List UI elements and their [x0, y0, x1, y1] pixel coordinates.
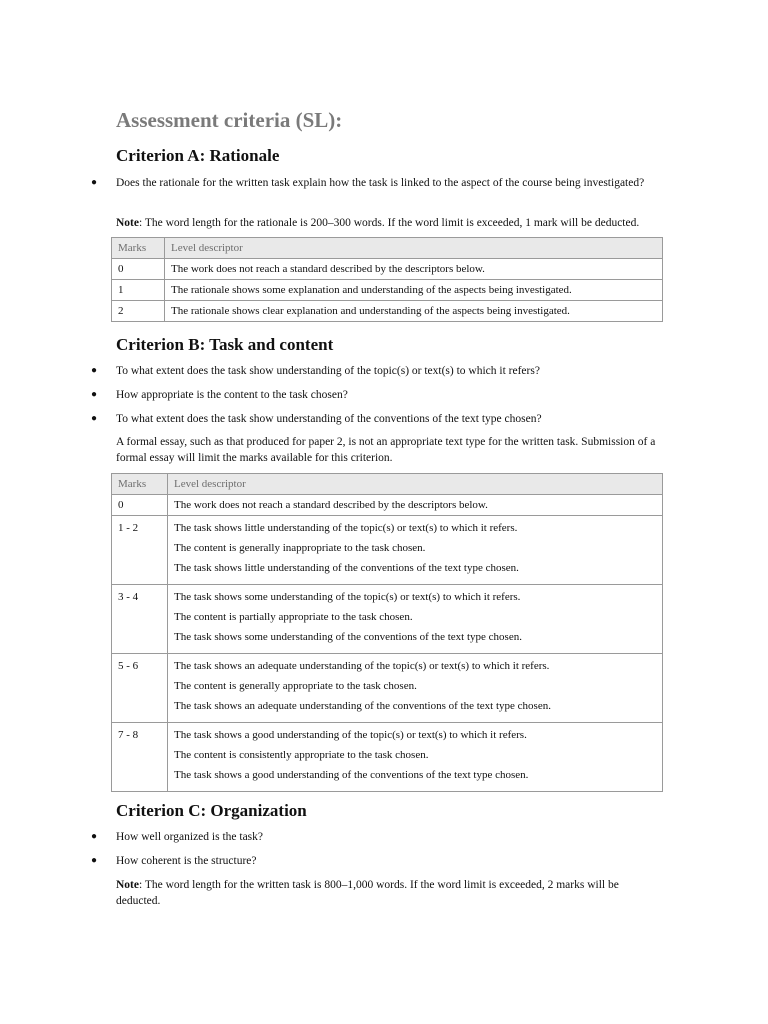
table-row — [112, 495, 663, 516]
marks-cell: 1 — [112, 280, 165, 301]
criterion-c-note — [116, 877, 664, 909]
marks-cell: 1 - 2 — [112, 516, 168, 585]
marks-cell: 0 — [112, 259, 165, 280]
note-text: : The word length for the written task is 800–1,000 words. If the word limit is exceeded, 2 marks will be deducted. — [116, 879, 619, 907]
table-row — [112, 301, 663, 322]
marks-cell: 0 — [112, 495, 168, 516]
bullet-text: To what extent does the task show understanding of the conventions of the text type chosen? — [116, 413, 542, 425]
table-row — [112, 259, 663, 280]
table-row — [112, 723, 663, 792]
criterion-b-paragraph: A formal essay, such as that produced for paper 2, is not an appropriate text type for the written task. Submission of a formal essay will limit the marks available for this criterion. — [116, 436, 656, 464]
descriptor-line: The content is generally inappropriate to the task chosen. — [174, 542, 426, 554]
bullet-text: How coherent is the structure? — [116, 855, 257, 867]
descriptor-cell: The rationale shows clear explanation and understanding of the aspects being investigated. — [165, 301, 663, 322]
criterion-a-table — [111, 237, 663, 322]
descriptor-cell — [168, 723, 663, 792]
descriptor-line: The task shows some understanding of the conventions of the text type chosen. — [174, 631, 522, 643]
descriptor-line: The task shows a good understanding of the conventions of the text type chosen. — [174, 769, 529, 781]
table-header-row — [112, 474, 663, 495]
bullet-text: How appropriate is the content to the task chosen? — [116, 389, 348, 401]
criterion-a-heading: Criterion A: Rationale — [116, 146, 280, 165]
table-row — [112, 654, 663, 723]
criterion-b-table — [111, 473, 663, 792]
bullet-icon: ● — [91, 413, 98, 424]
descriptor-line: The content is partially appropriate to the task chosen. — [174, 611, 413, 623]
marks-header: Marks — [112, 474, 168, 495]
criterion-b-bullet — [91, 387, 664, 403]
table-row — [112, 585, 663, 654]
bullet-icon: ● — [91, 831, 98, 842]
descriptor-line: The task shows some understanding of the topic(s) or text(s) to which it refers. — [174, 591, 521, 603]
criterion-c-bullet — [91, 829, 664, 845]
note-label: Note — [116, 879, 139, 891]
page-title: Assessment criteria (SL): — [116, 108, 343, 132]
marks-cell: 5 - 6 — [112, 654, 168, 723]
criterion-b-heading: Criterion B: Task and content — [116, 335, 334, 354]
descriptor-header: Level descriptor — [165, 238, 663, 259]
criterion-c-heading: Criterion C: Organization — [116, 801, 307, 820]
table-row — [112, 516, 663, 585]
descriptor-cell: The work does not reach a standard described by the descriptors below. — [165, 259, 663, 280]
descriptor-cell — [168, 654, 663, 723]
bullet-icon: ● — [91, 855, 98, 866]
bullet-text: To what extent does the task show understanding of the topic(s) or text(s) to which it refers? — [116, 365, 540, 377]
note-text: : The word length for the rationale is 200–300 words. If the word limit is exceeded, 1 mark will be deducted. — [139, 217, 640, 229]
descriptor-line: The task shows an adequate understanding of the conventions of the text type chosen. — [174, 700, 551, 712]
descriptor-cell — [168, 585, 663, 654]
criterion-a-note — [116, 215, 664, 231]
table-header-row — [112, 238, 663, 259]
descriptor-line: The content is consistently appropriate to the task chosen. — [174, 749, 429, 761]
note-label: Note — [116, 217, 139, 229]
marks-cell: 3 - 4 — [112, 585, 168, 654]
marks-header: Marks — [112, 238, 165, 259]
marks-cell: 2 — [112, 301, 165, 322]
descriptor-cell: The work does not reach a standard described by the descriptors below. — [168, 495, 663, 516]
bullet-icon: ● — [91, 365, 98, 376]
criterion-c-bullet — [91, 853, 664, 869]
bullet-text: How well organized is the task? — [116, 831, 264, 843]
descriptor-line: The task shows a good understanding of the topic(s) or text(s) to which it refers. — [174, 729, 527, 741]
criterion-b-bullet — [91, 363, 664, 379]
descriptor-line: The task shows little understanding of the conventions of the text type chosen. — [174, 562, 519, 574]
descriptor-line: The task shows little understanding of the topic(s) or text(s) to which it refers. — [174, 522, 518, 534]
descriptor-line: The task shows an adequate understanding of the topic(s) or text(s) to which it refers. — [174, 660, 550, 672]
bullet-text: Does the rationale for the written task explain how the task is linked to the aspect of the course being investigated? — [116, 177, 645, 189]
descriptor-cell — [168, 516, 663, 585]
descriptor-header: Level descriptor — [168, 474, 663, 495]
bullet-icon: ● — [91, 389, 98, 400]
descriptor-cell: The rationale shows some explanation and understanding of the aspects being investigated. — [165, 280, 663, 301]
marks-cell: 7 - 8 — [112, 723, 168, 792]
bullet-icon: ● — [91, 177, 98, 188]
table-row — [112, 280, 663, 301]
criterion-b-bullet — [91, 411, 664, 427]
descriptor-line: The content is generally appropriate to the task chosen. — [174, 680, 417, 692]
criterion-a-bullet — [91, 175, 664, 191]
